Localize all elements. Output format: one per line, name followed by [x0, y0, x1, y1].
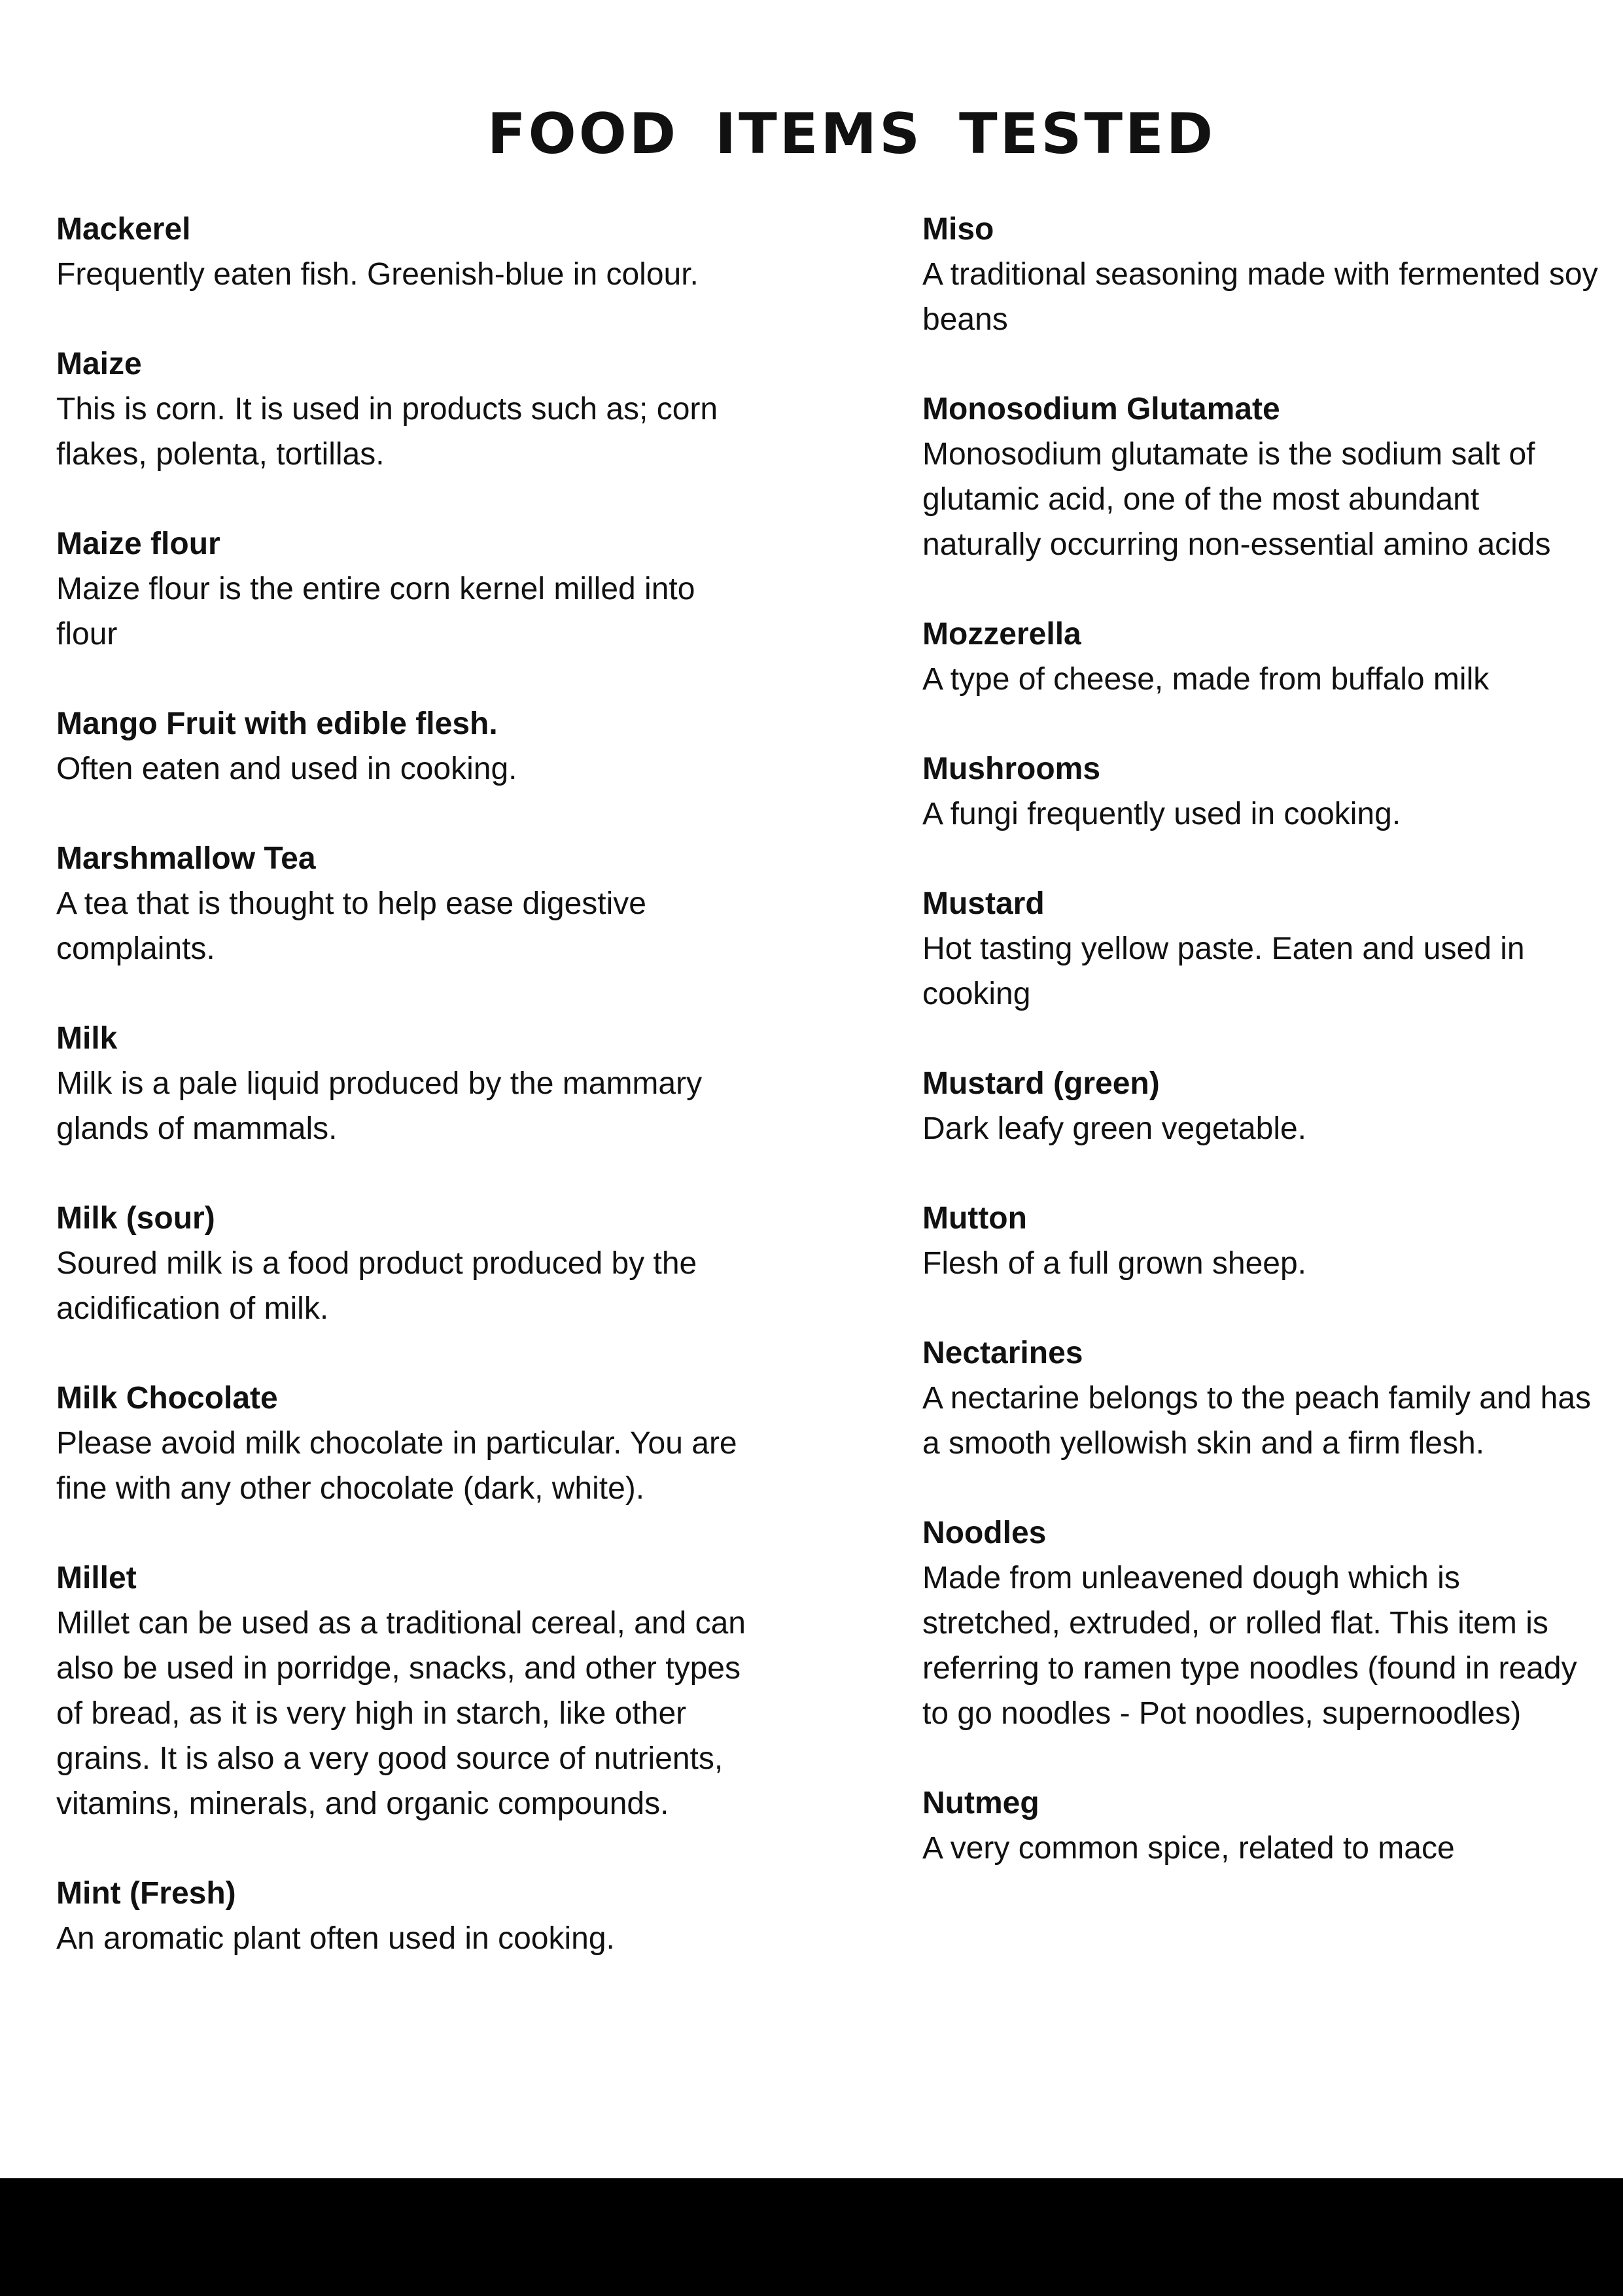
food-name: Mint (Fresh) [56, 1876, 236, 1911]
food-description: Please avoid milk chocolate in particular. You are fine with any other chocolate (dark, white). [56, 1426, 737, 1506]
food-name: Milk [56, 1021, 118, 1056]
food-description: A type of cheese, made from buffalo milk [922, 662, 1490, 697]
food-name: Mozzerella [922, 617, 1081, 652]
food-description: A tea that is thought to help ease digestive complaints. [56, 886, 646, 966]
food-entry-maize [56, 341, 763, 477]
food-name: Maize [56, 347, 142, 381]
food-entry-millet [56, 1556, 763, 1826]
food-description: Made from unleavened dough which is stretched, extruded, or rolled flat. This item is referring to ramen type noodles (found in ready to go noodles - Pot noodles, supernoodles) [922, 1561, 1577, 1731]
food-description: Milk is a pale liquid produced by the mammary glands of mammals. [56, 1066, 703, 1146]
food-entry-mozzerella [922, 612, 1603, 702]
food-name: Milk (sour) [56, 1201, 215, 1236]
food-name: Nectarines [922, 1336, 1083, 1370]
food-name: Mango Fruit with edible flesh. [56, 706, 498, 741]
food-description: This is corn. It is used in products such as; corn flakes, polenta, tortillas. [56, 392, 718, 472]
food-name: Mackerel [56, 212, 191, 247]
food-name: Mustard [922, 886, 1045, 921]
right-column [922, 207, 1603, 1915]
food-name: Nutmeg [922, 1786, 1039, 1820]
food-name: Mushrooms [922, 752, 1101, 786]
food-name: Mustard (green) [922, 1066, 1160, 1101]
food-name: Millet [56, 1561, 137, 1595]
food-description: Monosodium glutamate is the sodium salt of glutamic acid, one of the most abundant naturally occurring non-essential amino acids [922, 437, 1551, 562]
food-entry-mutton [922, 1196, 1603, 1286]
food-description: A fungi frequently used in cooking. [922, 797, 1401, 831]
food-name: Mutton [922, 1201, 1027, 1236]
food-entry-mint-fresh [56, 1871, 763, 1961]
food-entry-milk [56, 1016, 763, 1151]
food-entry-mackerel [56, 207, 763, 297]
food-entry-milk-sour [56, 1196, 763, 1331]
food-entry-mushrooms [922, 746, 1603, 837]
food-name: Monosodium Glutamate [922, 392, 1280, 426]
food-description: A traditional seasoning made with fermented soy beans [922, 257, 1598, 337]
food-description: A very common spice, related to mace [922, 1831, 1455, 1866]
food-name: Marshmallow Tea [56, 841, 316, 876]
food-name: Noodles [922, 1516, 1047, 1550]
left-column [56, 207, 763, 2006]
food-description: Flesh of a full grown sheep. [922, 1246, 1306, 1281]
food-description: Millet can be used as a traditional cereal, and can also be used in porridge, snacks, and other types of bread, as it is very high in starch, like other grains. It is also a very good source of nutrients, vitamins, minerals, and organic compounds. [56, 1606, 746, 1821]
footer-bar [0, 2178, 1623, 2296]
food-entry-maize-flour [56, 521, 763, 657]
food-description: Often eaten and used in cooking. [56, 752, 517, 786]
food-name: Milk Chocolate [56, 1381, 278, 1416]
food-name: Miso [922, 212, 994, 247]
food-description: An aromatic plant often used in cooking. [56, 1921, 615, 1956]
food-entry-nutmeg [922, 1781, 1603, 1871]
food-entry-miso [922, 207, 1603, 342]
food-description: Soured milk is a food product produced by the acidification of milk. [56, 1246, 697, 1326]
food-description: Maize flour is the entire corn kernel milled into flour [56, 572, 695, 652]
food-entry-monosodium-glutamate [922, 387, 1603, 567]
food-description: Frequently eaten fish. Greenish-blue in colour. [56, 257, 699, 292]
food-entry-marshmallow-tea [56, 836, 763, 971]
food-entry-mustard-green [922, 1061, 1603, 1151]
food-description: Hot tasting yellow paste. Eaten and used in cooking [922, 931, 1525, 1011]
food-entry-noodles [922, 1510, 1603, 1736]
food-entry-nectarines [922, 1331, 1603, 1466]
food-name: Maize flour [56, 527, 220, 561]
food-description: A nectarine belongs to the peach family and has a smooth yellowish skin and a firm flesh. [922, 1381, 1592, 1461]
page-title: FOOD ITEMS TESTED [487, 101, 1216, 167]
food-entry-mustard [922, 881, 1603, 1017]
food-entry-mango [56, 701, 763, 791]
food-entry-milk-chocolate [56, 1376, 763, 1511]
food-description: Dark leafy green vegetable. [922, 1111, 1307, 1146]
